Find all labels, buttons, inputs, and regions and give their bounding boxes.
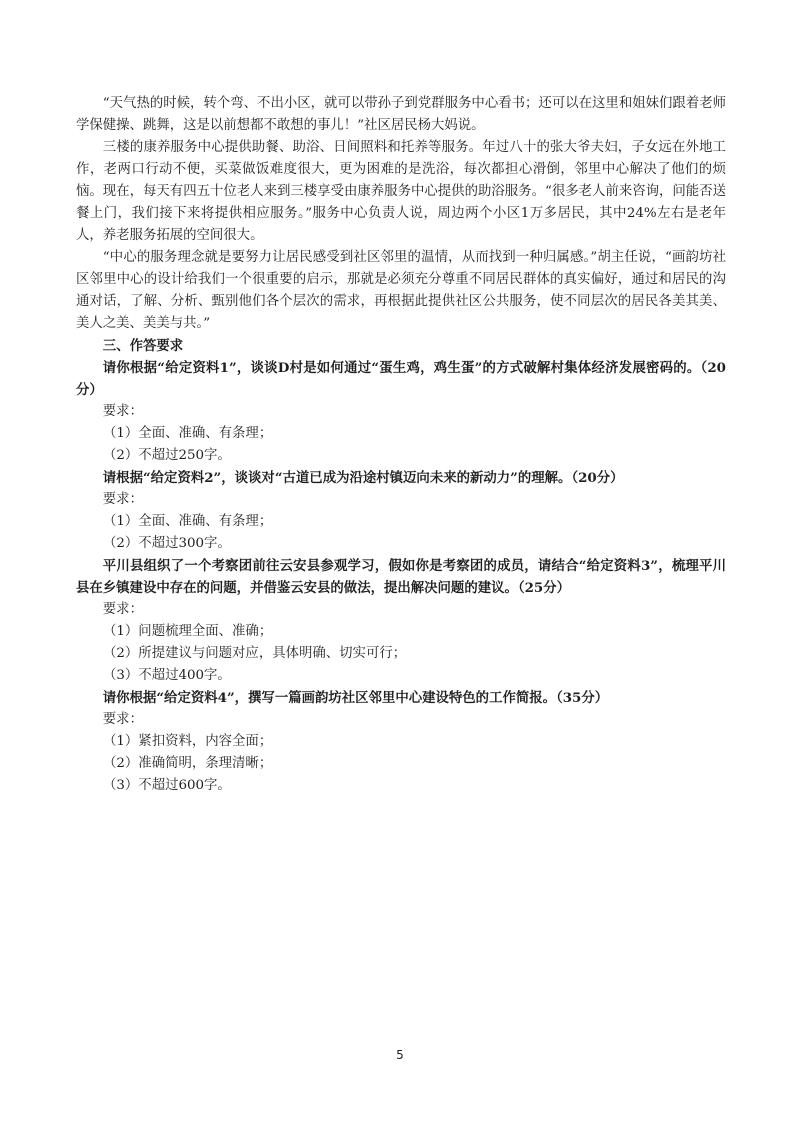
requirement-item: （3）不超过400字。	[103, 668, 231, 683]
page-number: 5	[396, 1048, 404, 1062]
requirement-item: （2）所提建议与问题对应，具体明确、切实可行；	[103, 646, 407, 661]
requirement-item: （3）不超过600字。	[103, 778, 231, 793]
requirement-item: （2）不超过300字。	[103, 536, 231, 551]
question-prompt: 请你根据“给定资料1”，谈谈D村是如何通过“蛋生鸡，鸡生蛋”的方式破解村集体经济发展密码的。（20分）	[76, 360, 726, 398]
question-3	[76, 555, 726, 687]
requirement-item: （1）全面、准确、有条理；	[103, 426, 273, 441]
question-prompt: 请你根据“给定资料4”，撰写一篇画韵坊社区邻里中心建设特色的工作简报。（35分）	[102, 690, 609, 706]
paragraph-service-philosophy: “中心的服务理念就是要努力让居民感受到社区邻里的温情，从而找到一种归属感。”胡主任说，“画韵坊社区邻里中心的设计给我们一个很重要的启示，那就是必须充分尊重不同居民群体的真实偏好，通过和居民的沟通对话，了解、分析、甄别他们各个层次的需求，再根据此提供社区公共服务，使不同层次的居民各美其美、美人之美、美美与共。”	[76, 250, 726, 331]
question-prompt: 请根据“给定资料2”，谈谈对“古道已成为沿途村镇迈向未来的新动力”的理解。（20分）	[102, 470, 624, 486]
section-heading: 三、作答要求	[102, 338, 184, 354]
requirement-label: 要求：	[102, 492, 143, 507]
requirement-item: （1）问题梳理全面、准确；	[103, 624, 273, 639]
paragraph-resident-quote: “天气热的时候，转个弯、不出小区，就可以带孙子到党群服务中心看书；还可以在这里和姐妹们跟着老师学保健操、跳舞，这是以前想都不敢想的事儿！”社区居民杨大妈说。	[76, 96, 726, 133]
requirement-label: 要求：	[102, 404, 143, 419]
page-content	[76, 93, 726, 797]
requirement-item: （2）不超过250字。	[103, 448, 231, 463]
question-1	[76, 357, 726, 467]
question-prompt: 平川县组织了一个考察团前往云安县参观学习，假如你是考察团的成员，请结合“给定资料3”，梳理平川县在乡镇建设中存在的问题，并借鉴云安县的做法，提出解决问题的建议。（25分）	[76, 558, 726, 596]
question-2	[76, 467, 726, 555]
requirement-label: 要求：	[102, 712, 143, 727]
requirement-label: 要求：	[102, 602, 143, 617]
requirement-item: （2）准确简明，条理清晰；	[103, 756, 273, 771]
paragraph-elderly-care-service: 三楼的康养服务中心提供助餐、助浴、日间照料和托养等服务。年过八十的张大爷夫妇，子女远在外地工作，老两口行动不便，买菜做饭难度很大，更为困难的是洗浴，每次都担心滑倒，邻里中心解决了他们的烦恼。现在，每天有四五十位老人来到三楼享受由康养服务中心提供的助浴服务。“很多老人前来咨询，问能否送餐上门，我们接下来将提供相应服务。”服务中心负责人说，周边两个小区1万多居民，其中24%左右是老年人，养老服务拓展的空间很大。	[76, 140, 726, 243]
requirement-item: （1）紧扣资料，内容全面；	[103, 734, 273, 749]
requirement-item: （1）全面、准确、有条理；	[103, 514, 273, 529]
question-4	[76, 687, 726, 797]
